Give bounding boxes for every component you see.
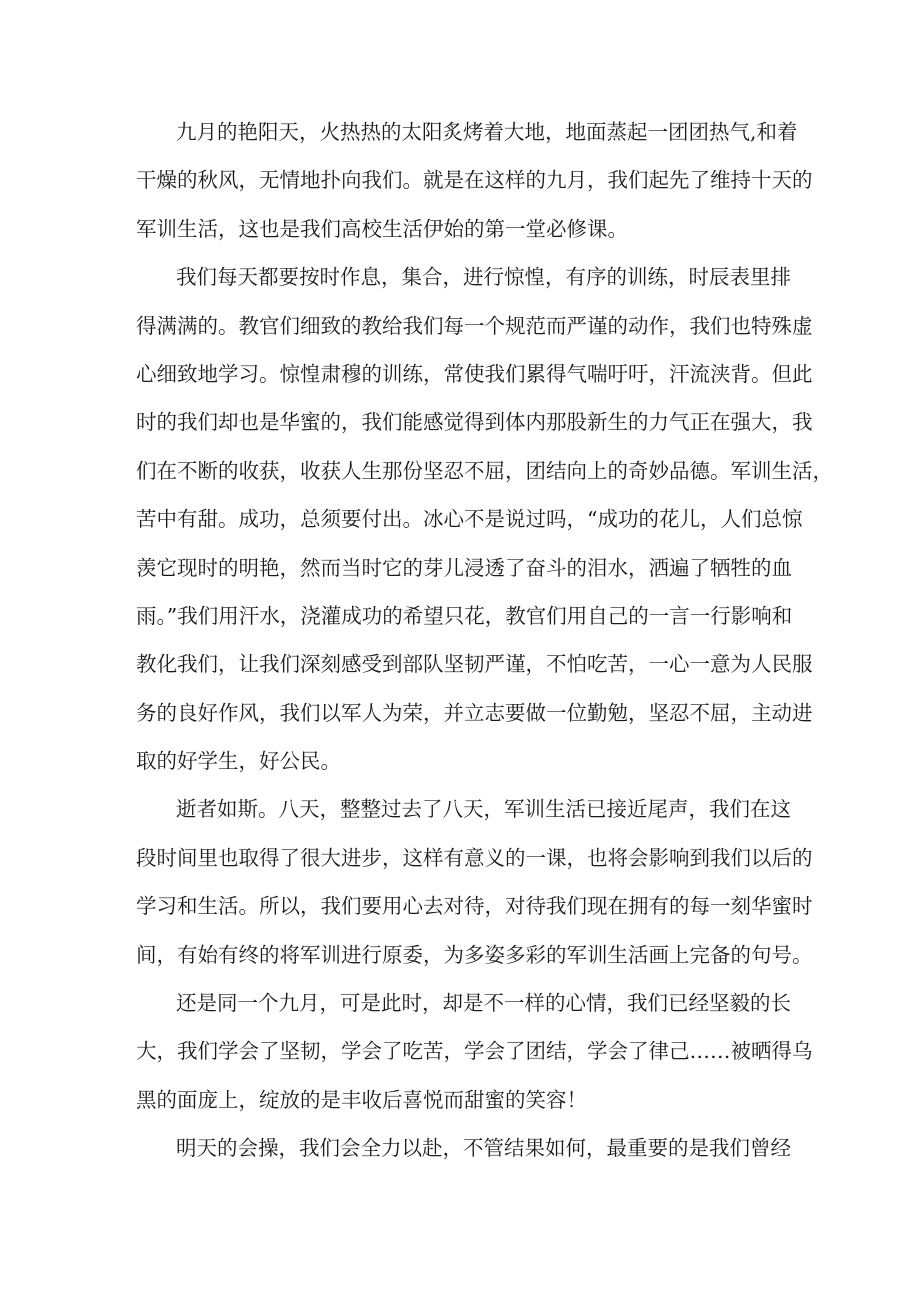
text-line-6: 心细致地学习。惊惶肃穆的训练，常使我们累得气喘吁吁，汗流浃背。但此 — [136, 361, 813, 386]
text-line-9: 苦中有甜。成功，总须要付出。冰心不是说过吗，“成功的花儿，人们总惊 — [136, 507, 803, 532]
text-line-8: 们在不断的收获，收获人生那份坚忍不屈，团结向上的奇妙品德。军训生活， — [136, 458, 833, 483]
essay-body — [136, 108, 833, 1173]
text-line-2: 干燥的秋风，无情地扑向我们。就是在这样的九月，我们起先了维持十天的 — [136, 168, 813, 193]
text-line-10: 羡它现时的明艳，然而当时它的芽儿浸透了奋斗的泪水，洒遍了牺牲的血 — [136, 555, 792, 580]
text-line-21: 黑的面庞上，绽放的是丰收后喜悦而甜蜜的笑容！ — [136, 1087, 587, 1112]
text-line-19: 还是同一个九月，可是此时，却是不一样的心情，我们已经坚毅的长 — [176, 991, 791, 1016]
text-line-17: 学习和生活。所以，我们要用心去对待，对待我们现在拥有的每一刻华蜜时 — [136, 894, 813, 919]
text-line-4: 我们每天都要按时作息，集合，进行惊惶，有序的训练，时辰表里排 — [176, 265, 791, 290]
text-line-14: 取的好学生，好公民。 — [136, 749, 341, 774]
text-line-15: 逝者如斯。八天，整整过去了八天，军训生活已接近尾声，我们在这 — [176, 797, 791, 822]
text-line-16: 段时间里也取得了很大进步，这样有意义的一课，也将会影响到我们以后的 — [136, 845, 813, 870]
text-line-12: 教化我们，让我们深刻感受到部队坚韧严谨，不怕吃苦，一心一意为人民服 — [136, 652, 813, 677]
text-line-11: 雨。”我们用汗水，浇灌成功的希望只花，教官们用自己的一言一行影响和 — [136, 603, 793, 628]
text-line-22: 明天的会操，我们会全力以赴，不管结果如何，最重要的是我们曾经 — [176, 1136, 791, 1161]
text-line-13: 务的良好作风，我们以军人为荣，并立志要做一位勤勉，坚忍不屈，主动进 — [136, 700, 813, 725]
text-line-18: 间，有始有终的将军训进行原委，为多姿多彩的军训生活画上完备的句号。 — [136, 942, 813, 967]
text-line-1: 九月的艳阳天，火热热的太阳炙烤着大地，地面蒸起一团团热气,和着 — [176, 120, 798, 144]
text-line-7: 时的我们却也是华蜜的，我们能感觉得到体内那股新生的力气正在强大，我 — [136, 410, 813, 435]
text-line-5: 得满满的。教官们细致的教给我们每一个规范而严谨的动作，我们也特殊虚 — [136, 313, 813, 338]
text-line-3: 军训生活，这也是我们高校生活伊始的第一堂必修课。 — [136, 216, 628, 241]
text-line-20: 大，我们学会了坚韧，学会了吃苦，学会了团结，学会了律己……被晒得乌 — [136, 1039, 813, 1064]
